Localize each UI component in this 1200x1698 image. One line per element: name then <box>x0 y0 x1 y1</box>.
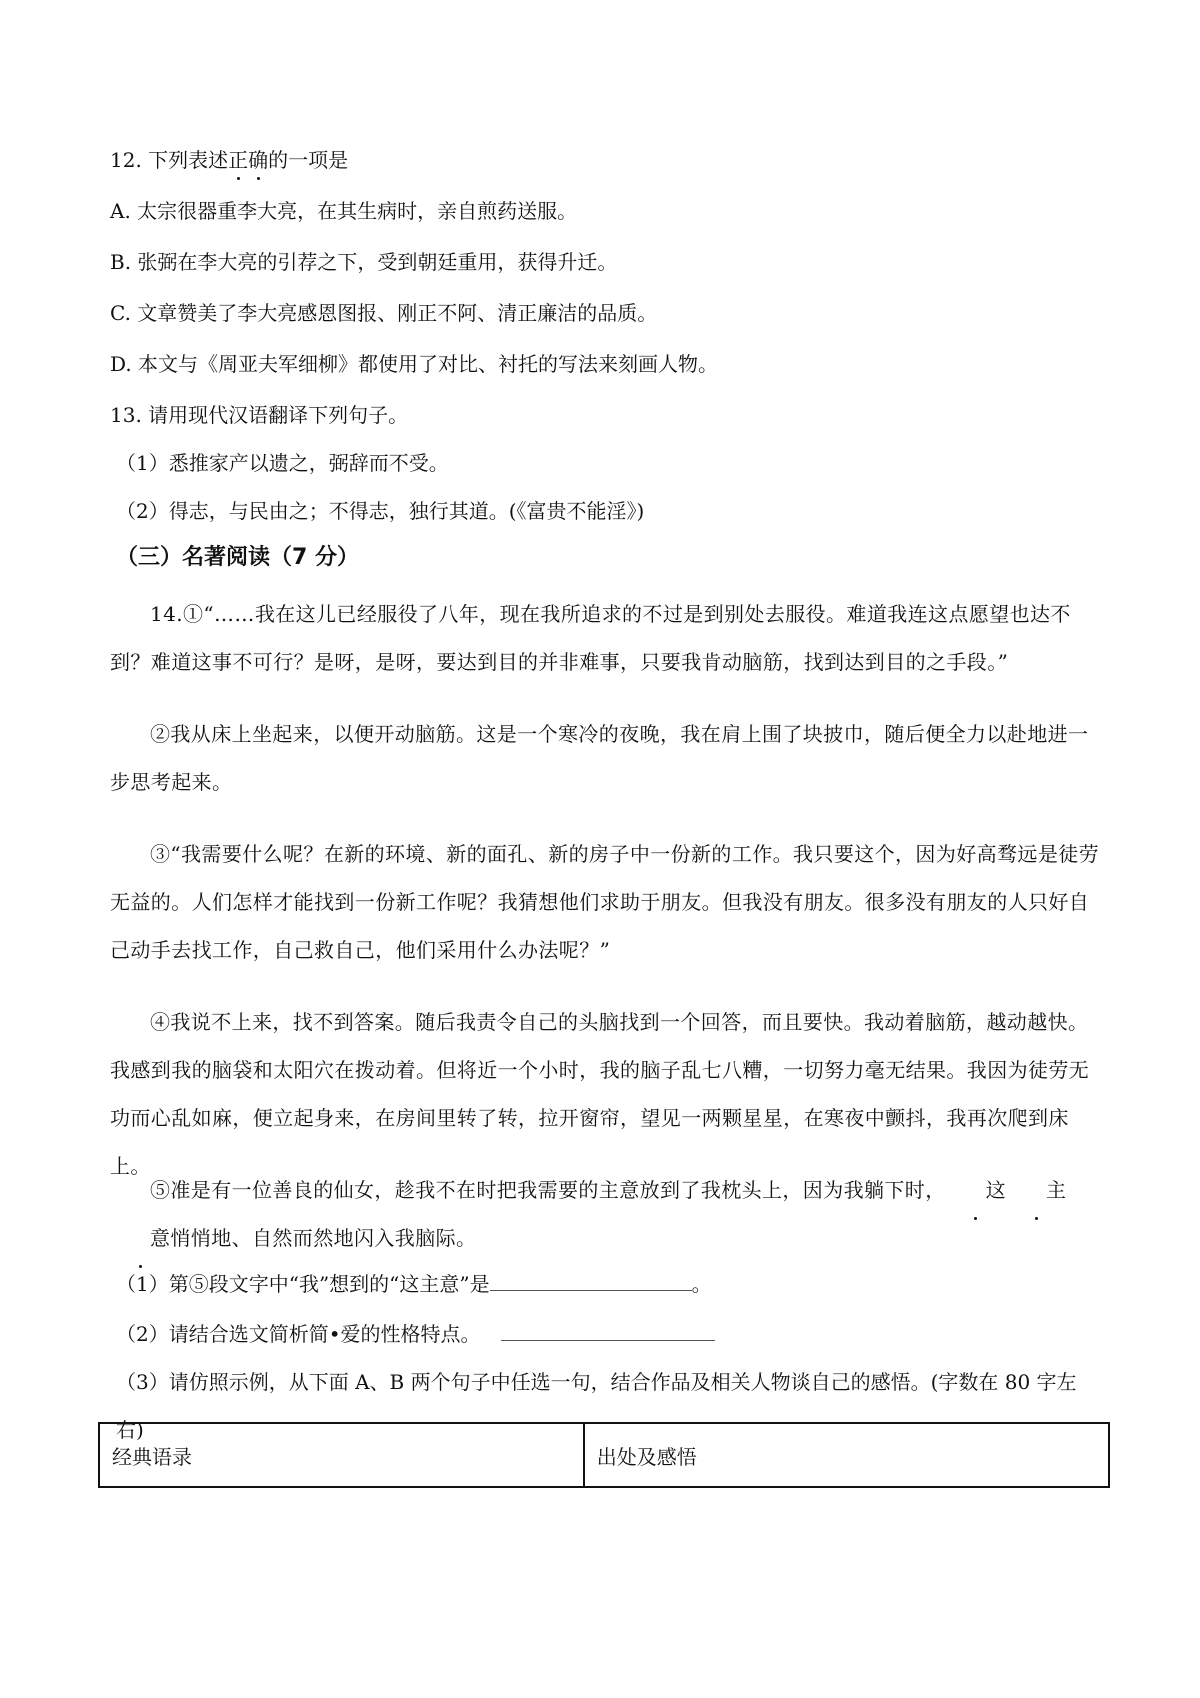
q12-option-c: C. 文章赞美了李大亮感恩图报、刚正不阿、清正廉洁的品质。 <box>110 301 658 325</box>
q12-option-a: A. 太宗很器重李大亮，在其生病时，亲自煎药送服。 <box>110 199 578 223</box>
p5-emphasis-char: 意 <box>110 1214 170 1262</box>
q12-stem-pre: 下列表述 <box>148 148 229 172</box>
answer-blank[interactable] <box>501 1320 715 1341</box>
q14-sub-2-text: （2）请结合选文简析简•爱的性格特点。 <box>116 1322 481 1346</box>
q13-stem: 13. 请用现代汉语翻译下列句子。 <box>110 403 409 427</box>
p5-text-pre: ⑤准是有一位善良的仙女，趁我不在时把我需要的主意放到了我枕头上，因为我躺下时， <box>150 1178 946 1202</box>
table-row <box>99 1423 1109 1487</box>
passage-paragraph-5 <box>110 1166 1100 1262</box>
table-cell-source: 出处及感悟 <box>584 1423 1109 1487</box>
section-heading: （三）名著阅读（7 分） <box>116 545 359 570</box>
answer-blank[interactable] <box>490 1270 692 1291</box>
q12-option-b: B. 张弼在李大亮的引荐之下，受到朝廷重用，获得升迁。 <box>110 250 618 274</box>
q13-item-1: （1）悉推家产以遗之，弼辞而不受。 <box>116 451 449 475</box>
p5-emphasis-char: 主 <box>1006 1166 1066 1214</box>
q12-number: 12. <box>110 148 142 172</box>
q14-sub-2 <box>116 1320 715 1348</box>
q14-sub-1-text: （1）第⑤段文字中“我”想到的“这主意”是 <box>116 1272 490 1296</box>
passage-paragraph-3: ③“我需要什么呢？在新的环境、新的面孔、新的房子中一份新的工作。我只要这个，因为好高骛远是徒劳无益的。人们怎样才能找到一份新工作呢？我猜想他们求助于朋友。但我没有朋友。很多没有朋友的人只好自己动手去找工作，自己救自己，他们采用什么办法呢？” <box>110 842 1100 962</box>
answer-table <box>98 1422 1110 1488</box>
p5-emphasis-char: 这 <box>946 1166 1006 1214</box>
q13-item-2: （2）得志，与民由之；不得志，独行其道。(《富贵不能淫》) <box>116 499 645 523</box>
passage-paragraph-4: ④我说不上来，找不到答案。随后我责令自己的头脑找到一个回答，而且要快。我动着脑筋，越动越快。我感到我的脑袋和太阳穴在拨动着。但将近一个小时，我的脑子乱七八糟，一切努力毫无结果。我因为徒劳无功而心乱如麻，便立起身来，在房间里转了转，拉开窗帘，望见一两颗星星，在寒夜中颤抖，我再次爬到床上。 <box>110 1010 1090 1178</box>
q12-emphasis-char: 确 <box>248 148 269 172</box>
q14-sub-1 <box>116 1270 712 1298</box>
q12-stem <box>110 146 348 174</box>
table-cell-quote: 经典语录 <box>99 1423 584 1487</box>
passage-paragraph-2: ②我从床上坐起来，以便开动脑筋。这是一个寒冷的夜晚，我在肩上围了块披巾，随后便全力以赴地进一步思考起来。 <box>110 722 1089 794</box>
q14-sub-3: （3）请仿照示例，从下面 A、B 两个句子中任选一句，结合作品及相关人物谈自己的感悟。(字数在 80 字左右) <box>116 1370 1077 1442</box>
p5-text-post: 悄悄地、自然而然地闪入我脑际。 <box>170 1226 477 1250</box>
passage-paragraph-1: 14.①“……我在这儿已经服役了八年，现在我所追求的不过是到别处去服役。难道我连这点愿望也达不到？难道这事不可行？是呀，是呀，要达到目的并非难事，只要我肯动脑筋，找到达到目的之手段。” <box>110 602 1071 674</box>
q14-sub-1-end: 。 <box>691 1272 712 1296</box>
q12-emphasis-char: 正 <box>228 148 249 172</box>
q12-stem-post: 的一项是 <box>268 148 349 172</box>
q12-option-d: D. 本文与《周亚夫军细柳》都使用了对比、衬托的写法来刻画人物。 <box>110 352 719 376</box>
